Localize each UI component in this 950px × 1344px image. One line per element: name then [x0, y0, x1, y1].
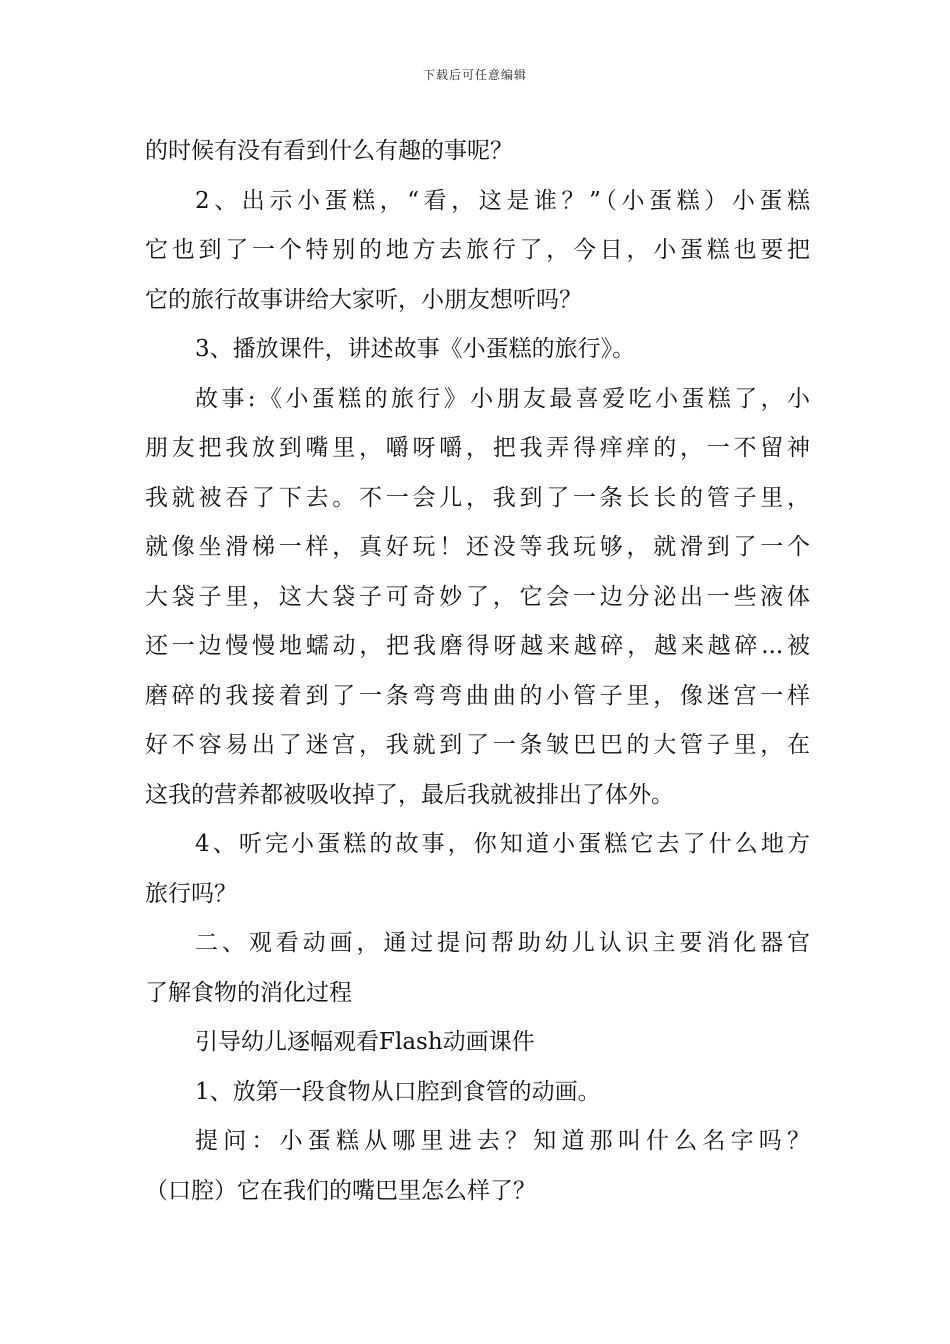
text-line: 提问：小蛋糕从哪里进去？知道那叫什么名字吗？: [195, 1128, 810, 1154]
text-line: 大袋子里，这大袋子可奇妙了，它会一边分泌出一些液体: [145, 583, 810, 610]
body-text: [145, 127, 810, 1216]
text-line: （口腔）它在我们的嘴巴里怎么样了？: [145, 1177, 536, 1204]
text-line: 磨碎的我接着到了一条弯弯曲曲的小管子里，像迷宫一样: [145, 682, 810, 709]
text-line: 3、播放课件，讲述故事《小蛋糕的旅行》。: [195, 336, 636, 362]
text-line: 二、观看动画，通过提问帮助幼儿认识主要消化器官: [195, 930, 810, 956]
text-line: 引导幼儿逐幅观看Flash动画课件: [195, 1029, 535, 1055]
text-line: 4、听完小蛋糕的故事，你知道小蛋糕它去了什么地方: [195, 831, 810, 857]
text-line: 的时候有没有看到什么有趣的事呢？: [145, 138, 513, 164]
text-line: 它也到了一个特别的地方去旅行了，今日，小蛋糕也要把: [145, 237, 810, 263]
text-line: 这我的营养都被吸收掉了，最后我就被排出了体外。: [145, 781, 674, 808]
text-line: 故事:《小蛋糕的旅行》小朋友最喜爱吃小蛋糕了，小: [195, 385, 810, 412]
text-line: 朋友把我放到嘴里，嚼呀嚼，把我弄得痒痒的，一不留神: [145, 435, 810, 461]
text-line: 还一边慢慢地蠕动，把我磨得呀越来越碎，越来越碎...被: [145, 633, 810, 659]
text-line: 旅行吗？: [145, 880, 237, 907]
text-line: 1、放第一段食物从口腔到食管的动画。: [195, 1078, 601, 1105]
text-line: 好不容易出了迷宫，我就到了一条皱巴巴的大管子里，在: [145, 732, 810, 758]
text-line: 2、出示小蛋糕，“看，这是谁？”（小蛋糕）小蛋糕: [195, 187, 810, 214]
text-line: 它的旅行故事讲给大家听，小朋友想听吗？: [145, 286, 582, 313]
text-line: 了解食物的消化过程: [145, 979, 352, 1006]
page-header: 下载后可任意编辑: [422, 68, 527, 82]
text-line: 我就被吞了下去。不一会儿，我到了一条长长的管子里，: [145, 484, 810, 511]
text-line: 就像坐滑梯一样，真好玩！还没等我玩够，就滑到了一个: [145, 534, 810, 560]
